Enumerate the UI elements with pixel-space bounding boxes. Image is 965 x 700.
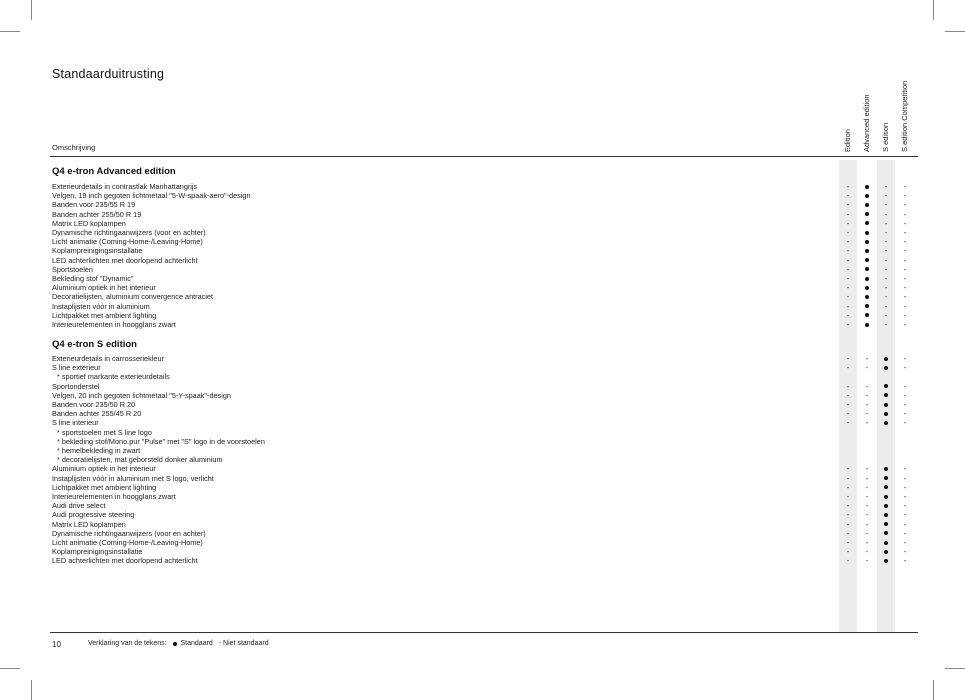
row-label: Lichtpakket met ambient lighting [52, 310, 157, 320]
not-standard-mark: - [846, 310, 850, 320]
crop-mark [31, 680, 32, 700]
not-standard-mark: - [865, 492, 869, 501]
row-label: Matrix LED koplampen [52, 519, 126, 529]
table-row-subitem [0, 437, 965, 446]
row-label: * decoratielijsten, mat geborsteld donker aluminium [57, 455, 223, 465]
table-row [0, 510, 965, 519]
table-row-subitem [0, 428, 965, 437]
not-standard-mark: - [903, 182, 907, 191]
row-label: Audi drive select [52, 501, 106, 511]
table-row [0, 256, 965, 265]
not-standard-mark: - [846, 354, 850, 363]
standard-dot-icon [877, 363, 895, 372]
not-standard-mark: - [884, 200, 888, 210]
not-standard-mark: - [846, 246, 850, 256]
table-row [0, 265, 965, 274]
not-standard-mark: - [865, 528, 869, 538]
not-standard-mark: - [846, 218, 850, 228]
table-row [0, 520, 965, 529]
table-row-subitem [0, 372, 965, 381]
not-standard-mark: - [865, 473, 869, 483]
row-label: LED achterlichten met doorlopend achterlicht [52, 255, 198, 265]
not-standard-mark: - [884, 237, 888, 247]
standard-dot-icon [877, 556, 895, 565]
not-standard-mark: - [846, 418, 850, 428]
table-row [0, 274, 965, 283]
not-standard-mark: - [884, 283, 888, 293]
standard-dot-icon [173, 642, 177, 646]
not-standard-mark: - [903, 292, 907, 302]
row-label: * sportstoelen met S line logo [57, 427, 152, 437]
standard-dot-icon [858, 302, 876, 311]
crop-mark [945, 31, 965, 32]
row-label: Banden voor 235/50 R 20 [52, 400, 136, 409]
not-standard-mark: - [884, 320, 888, 329]
legend-prefix: Verklaring van de tekens: [88, 640, 167, 647]
not-standard-mark: - [884, 264, 888, 274]
row-label: Audi progressive steering [52, 510, 135, 520]
not-standard-mark: - [865, 538, 869, 547]
table-row [0, 354, 965, 363]
not-standard-mark: - [846, 363, 850, 373]
row-label: * sportief markante exterieurdetails [57, 372, 170, 382]
table-row [0, 363, 965, 372]
table-row-subitem [0, 446, 965, 455]
not-standard-mark: - [903, 320, 907, 329]
not-standard-mark: - [903, 381, 907, 391]
table-row [0, 302, 965, 311]
not-standard-mark: - [884, 246, 888, 256]
not-standard-mark: - [903, 547, 907, 557]
standard-dot-icon [877, 529, 895, 538]
not-standard-mark: - [884, 209, 888, 219]
table-row [0, 474, 965, 483]
not-standard-mark: - [846, 301, 850, 311]
not-standard-mark: - [903, 264, 907, 274]
column-header-s-edition-competition: S edition Competition [900, 80, 909, 152]
legend [88, 640, 269, 647]
not-standard-mark: - [846, 390, 850, 400]
row-label: Matrix LED koplampen [52, 218, 126, 228]
table-row [0, 246, 965, 255]
header-rule [50, 156, 918, 157]
row-label: Sportonderstel [52, 381, 100, 391]
row-label: Decoratielijsten, aluminium convergence antraciet [52, 292, 214, 302]
standard-dot-icon [858, 182, 876, 191]
table-row [0, 529, 965, 538]
not-standard-mark: - [903, 363, 907, 373]
standard-dot-icon [877, 409, 895, 418]
not-standard-mark: - [846, 228, 850, 237]
standard-dot-icon [877, 501, 895, 510]
row-label: Sportstoelen [52, 264, 93, 274]
not-standard-mark: - [846, 528, 850, 538]
not-standard-mark: - [865, 510, 869, 520]
not-standard-mark: - [884, 255, 888, 265]
not-standard-mark: - [846, 482, 850, 492]
standard-dot-icon [877, 483, 895, 492]
not-standard-mark: - [903, 354, 907, 363]
standard-dot-icon [858, 265, 876, 274]
not-standard-mark: - [903, 301, 907, 311]
standard-dot-icon [877, 391, 895, 400]
not-standard-mark: - [846, 292, 850, 302]
not-standard-mark: - [903, 501, 907, 511]
table-row [0, 200, 965, 209]
crop-mark [945, 668, 965, 669]
legend-standard: Standaard [180, 640, 213, 647]
not-standard-mark: - [865, 464, 869, 474]
table-row [0, 400, 965, 409]
row-label: Koplampreinigingsinstallatie [52, 246, 143, 256]
standard-dot-icon [858, 283, 876, 292]
row-label: * bekleding stof/Mono.pur "Pulse" met "S" logo in de voorstoelen [57, 436, 265, 446]
not-standard-mark: - [903, 528, 907, 538]
row-label: Banden voor 235/55 R 19 [52, 200, 136, 210]
column-header-s-edition: S edition [881, 122, 890, 152]
row-label: Velgen, 20 inch gegoten lichtmetaal "5-Y-spaak"-design [52, 390, 231, 400]
page-title: Standaarduitrusting [52, 67, 165, 81]
table-row [0, 382, 965, 391]
table-row [0, 191, 965, 200]
row-label: Interieurelementen in hoogglans zwart [52, 492, 176, 501]
not-standard-mark: - [865, 556, 869, 566]
not-standard-mark: - [846, 255, 850, 265]
table-row [0, 219, 965, 228]
not-standard-mark: - [865, 381, 869, 391]
not-standard-mark: - [903, 482, 907, 492]
not-standard-mark: - [903, 191, 907, 201]
table-row [0, 418, 965, 427]
row-label: LED achterlichten met doorlopend achterlicht [52, 556, 198, 566]
standard-dot-icon [877, 382, 895, 391]
standard-dot-icon [858, 200, 876, 209]
not-standard-mark: - [846, 200, 850, 210]
not-standard-mark: - [903, 409, 907, 419]
not-standard-mark: - [865, 519, 869, 529]
standard-dot-icon [877, 400, 895, 409]
not-standard-mark: - [903, 473, 907, 483]
not-standard-mark: - [846, 400, 850, 409]
not-standard-mark: - [884, 274, 888, 283]
standard-dot-icon [877, 474, 895, 483]
standard-dot-icon [877, 464, 895, 473]
standard-dot-icon [858, 237, 876, 246]
not-standard-mark: - [846, 519, 850, 529]
table-row [0, 228, 965, 237]
not-standard-mark: - [903, 492, 907, 501]
row-label: Licht animatie (Coming-Home-/Leaving-Home) [52, 237, 203, 247]
not-standard-mark: - [884, 310, 888, 320]
not-standard-mark: - [846, 237, 850, 247]
crop-mark [933, 0, 934, 20]
standard-dot-icon [877, 418, 895, 427]
row-label: Instaplijsten vóór in aluminium met S logo, verlicht [52, 473, 214, 483]
row-label: Exterieurdetails in carrosseriekleur [52, 354, 164, 363]
row-label: Koplampreinigingsinstallatie [52, 547, 143, 557]
not-standard-mark: - [865, 418, 869, 428]
not-standard-mark: - [903, 228, 907, 237]
not-standard-mark: - [865, 501, 869, 511]
not-standard-mark: - [903, 556, 907, 566]
not-standard-mark: - [903, 519, 907, 529]
row-label: * hemelbekleding in zwart [57, 446, 141, 455]
not-standard-mark: - [865, 390, 869, 400]
row-label: Exterieurdetails in contrastlak Manhattangrijs [52, 182, 198, 191]
standard-dot-icon [858, 246, 876, 255]
crop-mark [0, 668, 20, 669]
column-header-edition: Edition [843, 129, 852, 152]
standard-dot-icon [858, 292, 876, 301]
table-row [0, 292, 965, 301]
not-standard-mark: - [846, 547, 850, 557]
table-row [0, 237, 965, 246]
section-title: Q4 e-tron Advanced edition [52, 166, 176, 177]
table-row-subitem [0, 455, 965, 464]
row-label: Bekleding stof "Dynamic" [52, 274, 134, 283]
not-standard-mark: - [903, 390, 907, 400]
not-standard-mark: - [846, 264, 850, 274]
not-standard-mark: - [846, 510, 850, 520]
standard-dot-icon [858, 219, 876, 228]
not-standard-mark: - [884, 182, 888, 191]
footer-rule [50, 632, 918, 633]
not-standard-mark: - [903, 218, 907, 228]
standard-dot-icon [858, 228, 876, 237]
standard-dot-icon [858, 320, 876, 329]
table-row [0, 556, 965, 565]
not-standard-mark: - [846, 556, 850, 566]
not-standard-mark: - [846, 274, 850, 283]
page-number: 10 [52, 640, 61, 649]
not-standard-mark: - [903, 510, 907, 520]
row-label: Aluminium optiek in het interieur [52, 283, 156, 293]
table-row [0, 391, 965, 400]
not-standard-mark: - [884, 292, 888, 302]
row-label: Banden achter 255/50 R 19 [52, 209, 142, 219]
table-row [0, 311, 965, 320]
standard-dot-icon [877, 354, 895, 363]
standard-dot-icon [858, 256, 876, 265]
row-label: Dynamische richtingaanwijzers (voor en achter) [52, 528, 206, 538]
section-title: Q4 e-tron S edition [52, 339, 137, 350]
row-label: Banden achter 255/45 R 20 [52, 409, 142, 419]
not-standard-mark: - [865, 363, 869, 373]
standard-dot-icon [858, 311, 876, 320]
not-standard-mark: - [846, 501, 850, 511]
not-standard-mark: - [846, 283, 850, 293]
not-standard-mark: - [865, 400, 869, 409]
not-standard-mark: - [865, 547, 869, 557]
not-standard-mark: - [846, 381, 850, 391]
not-standard-mark: - [903, 237, 907, 247]
not-standard-mark: - [903, 255, 907, 265]
row-label: Dynamische richtingaanwijzers (voor en achter) [52, 228, 206, 237]
standard-dot-icon [877, 510, 895, 519]
standard-dot-icon [877, 492, 895, 501]
crop-mark [933, 680, 934, 700]
table-row [0, 283, 965, 292]
table-row [0, 547, 965, 556]
not-standard-mark: - [865, 354, 869, 363]
not-standard-mark: - [865, 409, 869, 419]
table-row [0, 409, 965, 418]
not-standard-mark: - [903, 538, 907, 547]
not-standard-mark: - [846, 492, 850, 501]
row-label: Velgen, 19 inch gegoten lichtmetaal "5-W-spaak-aero"-design [52, 191, 251, 201]
not-standard-mark: - [903, 246, 907, 256]
table-row [0, 182, 965, 191]
table-row [0, 492, 965, 501]
not-standard-mark: - [865, 482, 869, 492]
not-standard-mark: - [846, 409, 850, 419]
row-label: S line exterieur [52, 363, 101, 373]
not-standard-mark: - [846, 473, 850, 483]
standard-dot-icon [858, 191, 876, 200]
crop-mark [31, 0, 32, 20]
row-label: Licht animatie (Coming-Home-/Leaving-Home) [52, 538, 203, 547]
not-standard-mark: - [846, 209, 850, 219]
not-standard-mark: - [884, 301, 888, 311]
not-standard-mark: - [903, 209, 907, 219]
not-standard-mark: - [884, 191, 888, 201]
not-standard-mark: - [846, 464, 850, 474]
not-standard-mark: - [903, 464, 907, 474]
not-standard-mark: - [846, 182, 850, 191]
table-row [0, 210, 965, 219]
row-label: S line interieur [52, 418, 99, 428]
legend-not-standard: - Niet standaard [218, 640, 269, 647]
table-row [0, 538, 965, 547]
not-standard-mark: - [884, 228, 888, 237]
standard-dot-icon [877, 520, 895, 529]
standard-dot-icon [858, 210, 876, 219]
standard-dot-icon [877, 547, 895, 556]
row-label: Interieurelementen in hoogglans zwart [52, 320, 176, 329]
not-standard-mark: - [903, 200, 907, 210]
not-standard-mark: - [903, 418, 907, 428]
description-header: Omschrijving [52, 143, 96, 152]
standard-dot-icon [858, 274, 876, 283]
not-standard-mark: - [846, 191, 850, 201]
not-standard-mark: - [903, 283, 907, 293]
not-standard-mark: - [846, 538, 850, 547]
row-label: Instaplijsten vóór in aluminium [52, 301, 150, 311]
standard-dot-icon [877, 538, 895, 547]
table-row [0, 320, 965, 329]
table-row [0, 501, 965, 510]
crop-mark [0, 31, 20, 32]
table-row [0, 464, 965, 473]
row-label: Lichtpakket met ambient lighting [52, 482, 157, 492]
not-standard-mark: - [903, 274, 907, 283]
not-standard-mark: - [846, 320, 850, 329]
column-header-advanced-edition: Advanced edition [862, 94, 871, 152]
not-standard-mark: - [903, 400, 907, 409]
table-row [0, 483, 965, 492]
not-standard-mark: - [884, 218, 888, 228]
not-standard-mark: - [903, 310, 907, 320]
row-label: Aluminium optiek in het interieur [52, 464, 156, 474]
